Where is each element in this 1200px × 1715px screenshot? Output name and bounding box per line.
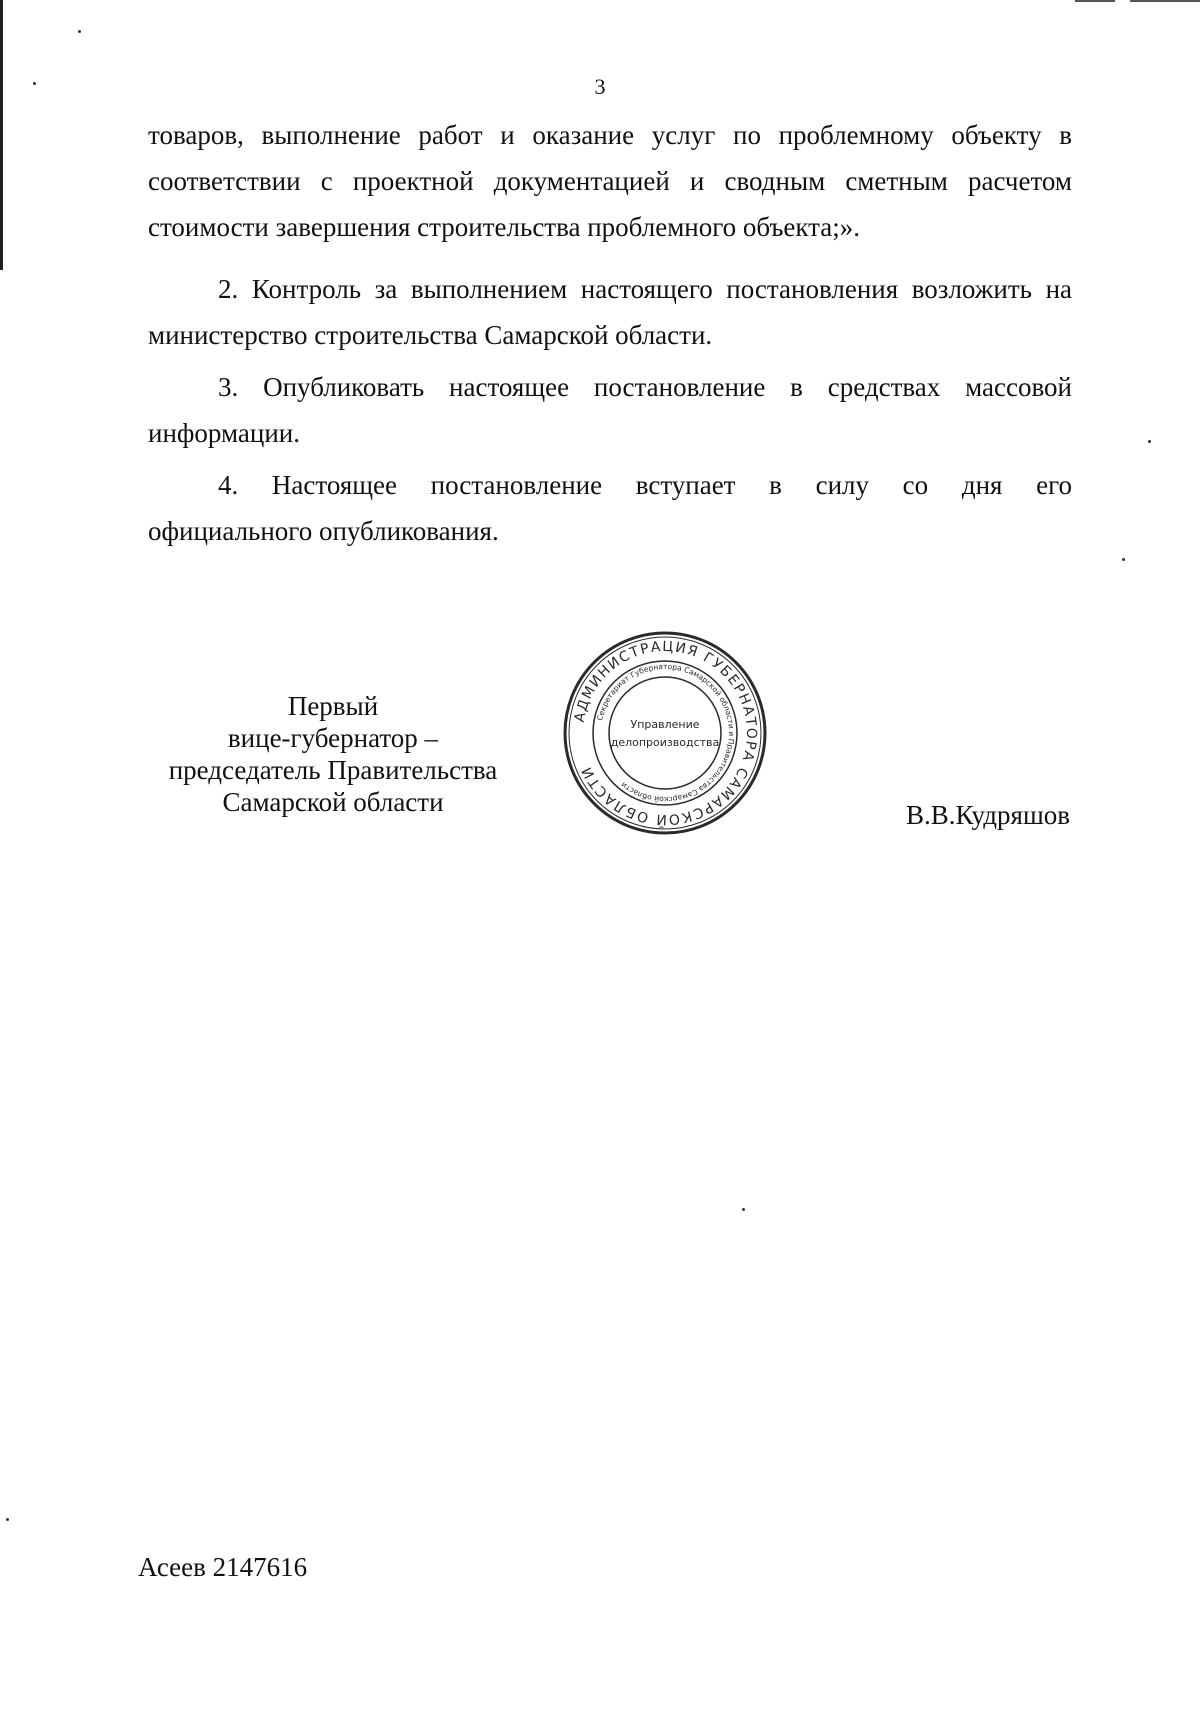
text-line: стоимости завершения строительства проблемного объекта;». bbox=[148, 212, 861, 242]
scan-speck bbox=[6, 1518, 9, 1521]
paragraph-continuation bbox=[148, 112, 1072, 250]
text-line: 2. Контроль за выполнением настоящего постановления возложить на bbox=[218, 274, 1072, 304]
text-line: 4. Настоящее постановление вступает в силу со дня его bbox=[218, 470, 1072, 500]
scan-edge-mark bbox=[1075, 0, 1115, 2]
text-line: официального опубликования. bbox=[148, 516, 499, 546]
stamp-inner-ring-text: Секретариат Губернатора Самарской области и Правительства Самарской области bbox=[595, 661, 737, 805]
official-stamp bbox=[560, 628, 770, 838]
text-line: министерство строительства Самарской области. bbox=[148, 320, 713, 350]
signatory-position bbox=[148, 690, 518, 818]
stamp-inner-ring bbox=[609, 677, 721, 789]
position-line: вице-губернатор – bbox=[227, 723, 439, 753]
text-line: информации. bbox=[148, 418, 300, 448]
scan-edge-mark bbox=[1130, 0, 1200, 2]
stamp-center-line: делопроизводства bbox=[610, 736, 720, 749]
scan-edge-line bbox=[0, 0, 3, 270]
page-number: 3 bbox=[594, 74, 606, 99]
text-line: 3. Опубликовать настоящее постановление в средствах массовой bbox=[218, 372, 1072, 402]
paragraph-item-2 bbox=[148, 266, 1072, 358]
stamp-outer-text: АДМИНИСТРАЦИЯ ГУБЕРНАТОРА САМАРСКОЙ ОБЛАСТИ bbox=[571, 638, 760, 828]
signatory-name: В.В.Кудряшов bbox=[906, 800, 1070, 830]
stamp-middle-ring bbox=[593, 661, 737, 805]
position-line: Самарской области bbox=[222, 787, 444, 817]
text-line: товаров, выполнение работ и оказание услуг по проблемному объекту в bbox=[148, 120, 1072, 150]
scan-speck bbox=[78, 30, 81, 33]
scan-speck bbox=[1148, 440, 1151, 443]
scan-speck bbox=[1122, 558, 1125, 561]
scan-speck bbox=[742, 1208, 745, 1211]
executor-note: Асеев 2147616 bbox=[138, 1552, 308, 1582]
position-line: Первый bbox=[287, 691, 379, 721]
text-line: соответствии с проектной документацией и сводным сметным расчетом bbox=[148, 166, 1072, 196]
position-line: председатель Правительства bbox=[168, 755, 498, 785]
paragraph-item-4 bbox=[148, 462, 1072, 554]
stamp-center-line: Управление bbox=[630, 718, 700, 731]
scan-speck bbox=[33, 82, 36, 85]
paragraph-item-3 bbox=[148, 364, 1072, 456]
